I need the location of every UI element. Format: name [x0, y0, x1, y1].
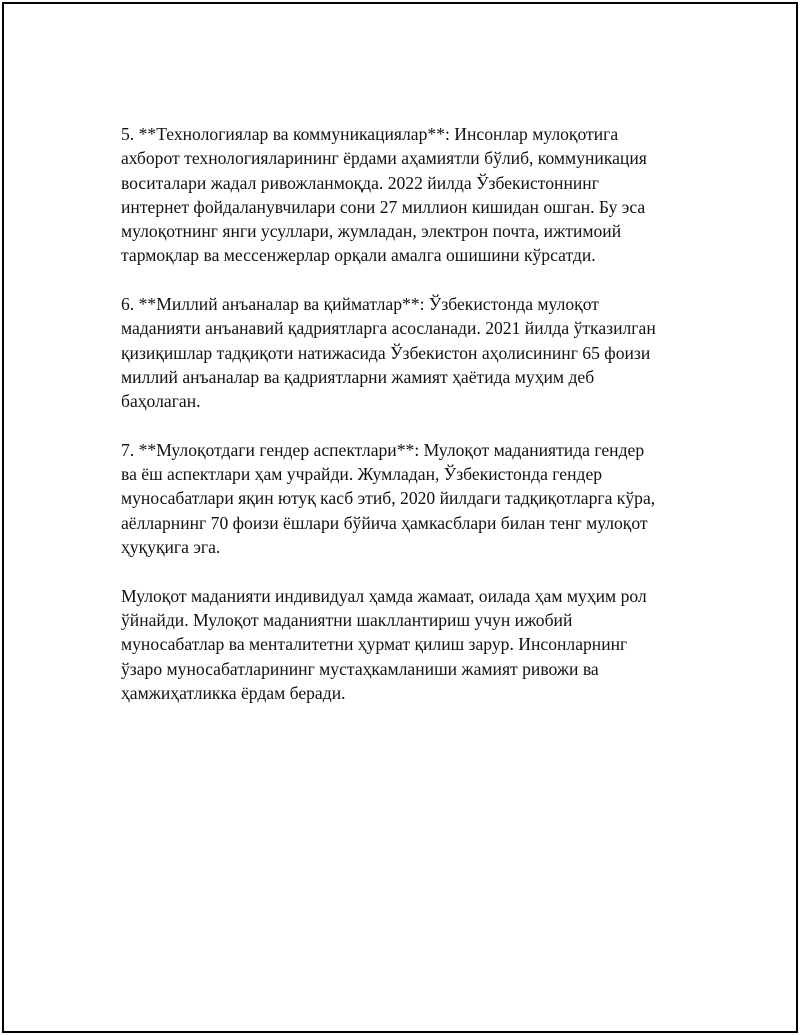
document-body	[121, 122, 681, 729]
paragraph-gender-aspects: 7. **Мулоқотдаги гендер аспектлари**: Мулоқот маданиятида гендер ва ёш аспектлари ҳам учрайди. Жумладан, Ўзбекистонда гендер муносабатлари яқин ютуқ касб этиб, 2020 йилдаги тадқиқотларга кўра, аёлларнинг 70 фоизи ёшлари бўйича ҳамкасблари билан тенг мулоқот ҳуқуқига эга.	[121, 439, 656, 558]
document-page	[2, 2, 798, 1033]
paragraph-technology: 5. **Технологиялар ва коммуникациялар**: Инсонлар мулоқотига ахборот технологияларининг ёрдами аҳамиятли бўлиб, коммуникация воситалари жадал ривожланмоқда. 2022 йилда Ўзбекистоннинг интернет фойдаланувчилари сони 27 миллион кишидан ошган. Бу эса мулоқотнинг янги усуллари, жумладан, электрон почта, ижтимоий тармоқлар ва мессенжерлар орқали амалга ошишини кўрсатди.	[121, 124, 647, 266]
paragraph-national-traditions: 6. **Миллий анъаналар ва қийматлар**: Ўзбекистонда мулоқот маданияти анъанавий қадриятларга асосланади. 2021 йилда ўтказилган қизиқишлар тадқиқоти натижасида Ўзбекистон аҳолисининг 65 фоизи миллий анъаналар ва қадриятларни жамият ҳаётида муҳим деб баҳолаган.	[121, 294, 656, 412]
paragraph-conclusion: Мулоқот маданияти индивидуал ҳамда жамаат, оилада ҳам муҳим рол ўйнайди. Мулоқот маданиятни шакллантириш учун ижобий муносабатлар ва менталитетни ҳурмат қилиш зарур. Инсонларнинг ўзаро муносабатларининг мустаҳкамланиши жамият ривожи ва ҳамжиҳатликка ёрдам беради.	[121, 585, 647, 703]
